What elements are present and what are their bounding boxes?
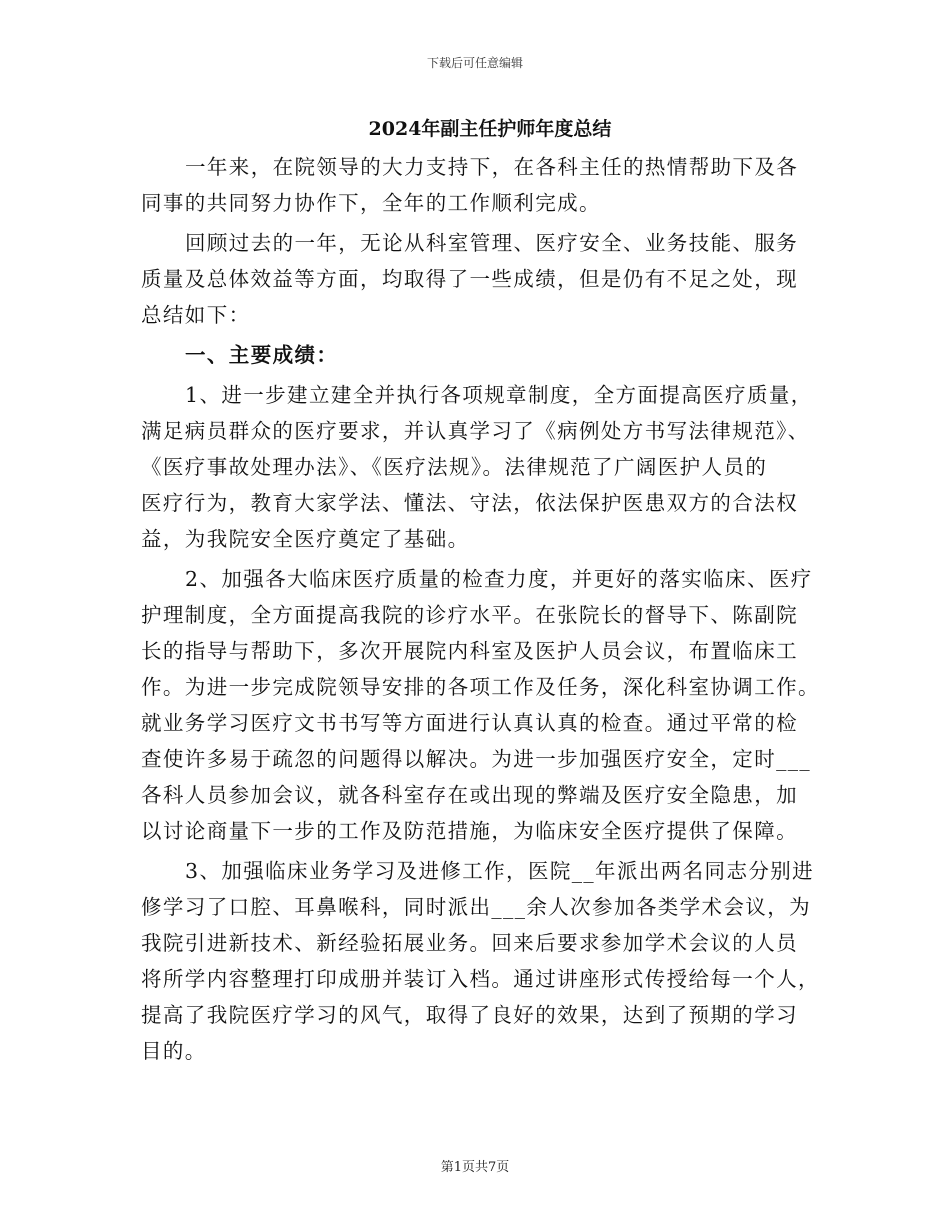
text-line: 回顾过去的一年，无论从科室管理、医疗安全、业务技能、服务 xyxy=(185,231,799,255)
text-line: 就业务学习医疗文书书写等方面进行认真认真的检查。通过平常的检 xyxy=(141,711,798,735)
text-line: 修学习了口腔、耳鼻喉科，同时派出___余人次参加各类学术会议，为 xyxy=(141,895,812,919)
text-line: 查使许多易于疏忽的问题得以解决。为进一步加强医疗安全，定时___ xyxy=(141,747,812,771)
text-line: 1、进一步建立建全并执行各项规章制度，全方面提高医疗质量， xyxy=(185,383,813,407)
text-line: 益，为我院安全医疗奠定了基础。 xyxy=(141,527,470,551)
text-line: 各科人员参加会议，就各科室存在或出现的弊端及医疗安全隐患，加 xyxy=(141,783,798,807)
text-line: 长的指导与帮助下，多次开展院内科室及医护人员会议，布置临床工 xyxy=(141,639,798,663)
text-line: 3、加强临床业务学习及进修工作，医院__年派出两名同志分别进 xyxy=(185,859,815,883)
text-line: 一年来，在院领导的大力支持下，在各科主任的热情帮助下及各 xyxy=(185,155,799,179)
text-line: 一、主要成绩： xyxy=(185,343,339,367)
paragraph xyxy=(141,225,813,333)
paragraph xyxy=(141,561,820,849)
text-line: 2、加强各大临床医疗质量的检查力度，并更好的落实临床、医疗 xyxy=(185,567,813,591)
text-line: 将所学内容整理打印成册并装订入档。通过讲座形式传授给每一个人， xyxy=(141,967,820,991)
text-line: 同事的共同努力协作下，全年的工作顺利完成。 xyxy=(141,191,601,215)
page-footer: 第1页共7页 xyxy=(440,1160,510,1175)
text-line: 总结如下： xyxy=(141,303,251,327)
paragraph xyxy=(141,853,820,1069)
text-line: 护理制度，全方面提高我院的诊疗水平。在张院长的督导下、陈副院 xyxy=(141,603,798,627)
document-body xyxy=(141,145,820,1069)
text-line: 我院引进新技术、新经验拓展业务。回来后要求参加学术会议的人员 xyxy=(141,931,798,955)
text-line: 质量及总体效益等方面，均取得了一些成绩，但是仍有不足之处，现 xyxy=(141,267,798,291)
text-line: 作。为进一步完成院领导安排的各项工作及任务，深化科室协调工作。 xyxy=(141,675,820,699)
text-line: 《医疗事故处理办法》、《医疗法规》。法律规范了广阔医护人员的 xyxy=(141,455,768,479)
text-line: 目的。 xyxy=(141,1039,207,1063)
paragraph xyxy=(141,377,813,557)
text-line: 满足病员群众的医疗要求，并认真学习了《病例处方书写法律规范》、 xyxy=(141,419,810,443)
header-note: 下载后可任意编辑 xyxy=(426,56,523,70)
text-line: 医疗行为，教育大家学法、懂法、守法，依法保护医患双方的合法权 xyxy=(141,491,798,515)
paragraph xyxy=(141,149,813,221)
section-heading xyxy=(141,337,813,373)
document-title: 2024年副主任护师年度总结 xyxy=(368,118,612,140)
text-line: 以讨论商量下一步的工作及防范措施，为临床安全医疗提供了保障。 xyxy=(141,819,798,843)
text-line: 提高了我院医疗学习的风气，取得了良好的效果，达到了预期的学习 xyxy=(141,1003,798,1027)
